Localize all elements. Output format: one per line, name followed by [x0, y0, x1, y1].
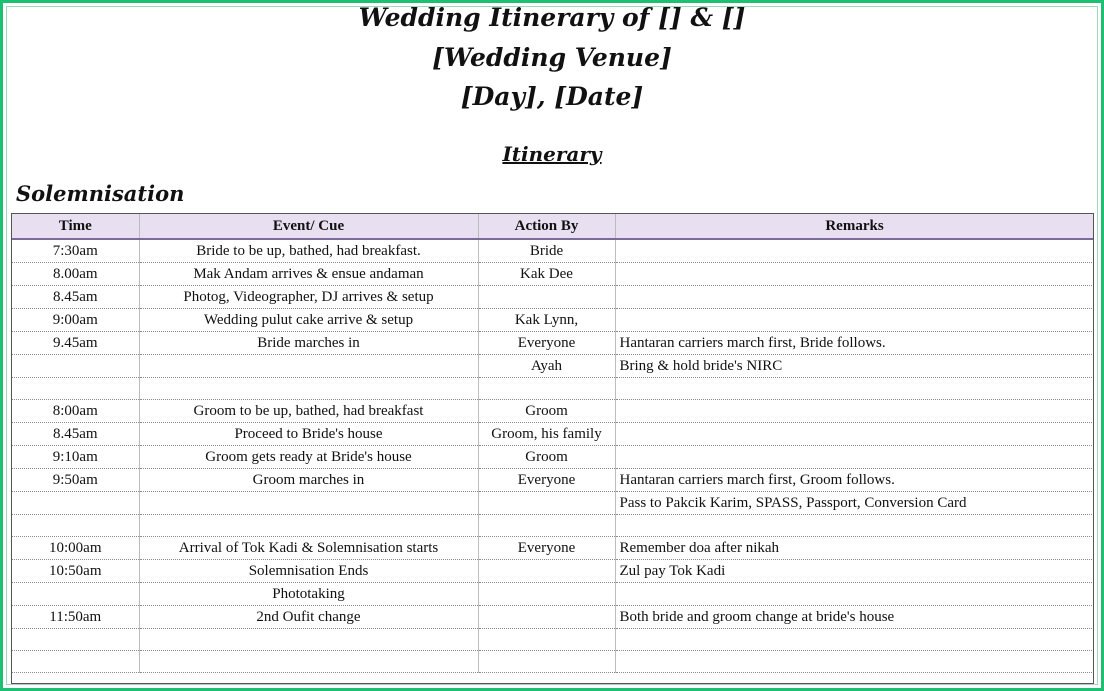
remarks-cell[interactable] [615, 629, 1094, 651]
time-cell[interactable]: 7:30am [12, 239, 139, 263]
column-header-action-by: Action By [478, 214, 615, 239]
time-cell[interactable] [12, 492, 139, 515]
action-by-cell[interactable] [478, 492, 615, 515]
table-header-row [12, 214, 1094, 239]
event-cell[interactable]: Phototaking [139, 583, 478, 606]
action-by-cell[interactable]: Kak Dee [478, 263, 615, 286]
time-cell[interactable]: 8.45am [12, 286, 139, 309]
action-by-cell[interactable] [478, 515, 615, 537]
event-cell[interactable]: Solemnisation Ends [139, 560, 478, 583]
event-cell[interactable]: Proceed to Bride's house [139, 423, 478, 446]
remarks-cell[interactable] [615, 515, 1094, 537]
time-cell[interactable] [12, 629, 139, 651]
remarks-cell[interactable] [615, 378, 1094, 400]
title-line-couple: Wedding Itinerary of [] & [] [358, 3, 746, 32]
itinerary-table-container [11, 213, 1094, 684]
time-cell[interactable]: 10:00am [12, 537, 139, 560]
table-row [12, 537, 1094, 560]
action-by-cell[interactable]: Ayah [478, 355, 615, 378]
column-header-time: Time [12, 214, 139, 239]
event-cell[interactable]: 2nd Oufit change [139, 606, 478, 629]
action-by-cell[interactable] [478, 583, 615, 606]
remarks-cell[interactable] [615, 263, 1094, 286]
action-by-cell[interactable]: Everyone [478, 332, 615, 355]
table-row [12, 583, 1094, 606]
itinerary-subtitle: Itinerary [502, 142, 602, 166]
table-row [12, 515, 1094, 537]
remarks-cell[interactable]: Bring & hold bride's NIRC [615, 355, 1094, 378]
remarks-cell[interactable] [615, 423, 1094, 446]
event-cell[interactable]: Groom marches in [139, 469, 478, 492]
event-cell[interactable]: Groom to be up, bathed, had breakfast [139, 400, 478, 423]
action-by-cell[interactable]: Groom [478, 400, 615, 423]
event-cell[interactable]: Arrival of Tok Kadi & Solemnisation starts [139, 537, 478, 560]
time-cell[interactable]: 9.45am [12, 332, 139, 355]
table-row [12, 263, 1094, 286]
action-by-cell[interactable]: Groom, his family [478, 423, 615, 446]
remarks-cell[interactable]: Hantaran carriers march first, Bride follows. [615, 332, 1094, 355]
remarks-cell[interactable] [615, 309, 1094, 332]
title-line-date: [Day], [Date] [460, 82, 644, 111]
table-row [12, 423, 1094, 446]
time-cell[interactable]: 10:50am [12, 560, 139, 583]
column-header-event: Event/ Cue [139, 214, 478, 239]
event-cell[interactable]: Wedding pulut cake arrive & setup [139, 309, 478, 332]
table-row [12, 286, 1094, 309]
event-cell[interactable]: Bride marches in [139, 332, 478, 355]
remarks-cell[interactable] [615, 239, 1094, 263]
table-row [12, 446, 1094, 469]
remarks-cell[interactable]: Both bride and groom change at bride's house [615, 606, 1094, 629]
column-header-remarks: Remarks [615, 214, 1094, 239]
title-line-venue: [Wedding Venue] [432, 43, 672, 72]
table-row [12, 606, 1094, 629]
remarks-cell[interactable]: Hantaran carriers march first, Groom follows. [615, 469, 1094, 492]
action-by-cell[interactable] [478, 651, 615, 673]
time-cell[interactable]: 9:50am [12, 469, 139, 492]
event-cell[interactable] [139, 492, 478, 515]
action-by-cell[interactable]: Bride [478, 239, 615, 263]
time-cell[interactable]: 9:00am [12, 309, 139, 332]
table-row [12, 492, 1094, 515]
action-by-cell[interactable]: Everyone [478, 469, 615, 492]
event-cell[interactable] [139, 629, 478, 651]
remarks-cell[interactable] [615, 446, 1094, 469]
table-row [12, 309, 1094, 332]
table-body [12, 239, 1094, 673]
remarks-cell[interactable] [615, 400, 1094, 423]
time-cell[interactable]: 8:00am [12, 400, 139, 423]
event-cell[interactable]: Bride to be up, bathed, had breakfast. [139, 239, 478, 263]
remarks-cell[interactable] [615, 583, 1094, 606]
action-by-cell[interactable]: Groom [478, 446, 615, 469]
time-cell[interactable]: 8.00am [12, 263, 139, 286]
itinerary-table [12, 214, 1094, 673]
remarks-cell[interactable]: Pass to Pakcik Karim, SPASS, Passport, Conversion Card [615, 492, 1094, 515]
action-by-cell[interactable]: Everyone [478, 537, 615, 560]
time-cell[interactable] [12, 651, 139, 673]
time-cell[interactable]: 9:10am [12, 446, 139, 469]
event-cell[interactable]: Groom gets ready at Bride's house [139, 446, 478, 469]
section-heading-solemnisation: Solemnisation [16, 181, 185, 206]
time-cell[interactable]: 11:50am [12, 606, 139, 629]
event-cell[interactable] [139, 378, 478, 400]
table-row [12, 355, 1094, 378]
table-row [12, 332, 1094, 355]
table-row [12, 629, 1094, 651]
time-cell[interactable] [12, 355, 139, 378]
remarks-cell[interactable]: Remember doa after nikah [615, 537, 1094, 560]
action-by-cell[interactable] [478, 629, 615, 651]
table-row [12, 651, 1094, 673]
event-cell[interactable] [139, 515, 478, 537]
remarks-cell[interactable] [615, 286, 1094, 309]
action-by-cell[interactable] [478, 286, 615, 309]
time-cell[interactable] [12, 583, 139, 606]
event-cell[interactable]: Photog, Videographer, DJ arrives & setup [139, 286, 478, 309]
action-by-cell[interactable] [478, 378, 615, 400]
action-by-cell[interactable] [478, 560, 615, 583]
event-cell[interactable] [139, 651, 478, 673]
table-row [12, 400, 1094, 423]
action-by-cell[interactable] [478, 606, 615, 629]
time-cell[interactable]: 8.45am [12, 423, 139, 446]
event-cell[interactable]: Mak Andam arrives & ensue andaman [139, 263, 478, 286]
remarks-cell[interactable]: Zul pay Tok Kadi [615, 560, 1094, 583]
table-row [12, 469, 1094, 492]
action-by-cell[interactable]: Kak Lynn, [478, 309, 615, 332]
event-cell[interactable] [139, 355, 478, 378]
table-row [12, 560, 1094, 583]
time-cell[interactable] [12, 515, 139, 537]
remarks-cell[interactable] [615, 651, 1094, 673]
table-row [12, 378, 1094, 400]
table-row [12, 239, 1094, 263]
time-cell[interactable] [12, 378, 139, 400]
